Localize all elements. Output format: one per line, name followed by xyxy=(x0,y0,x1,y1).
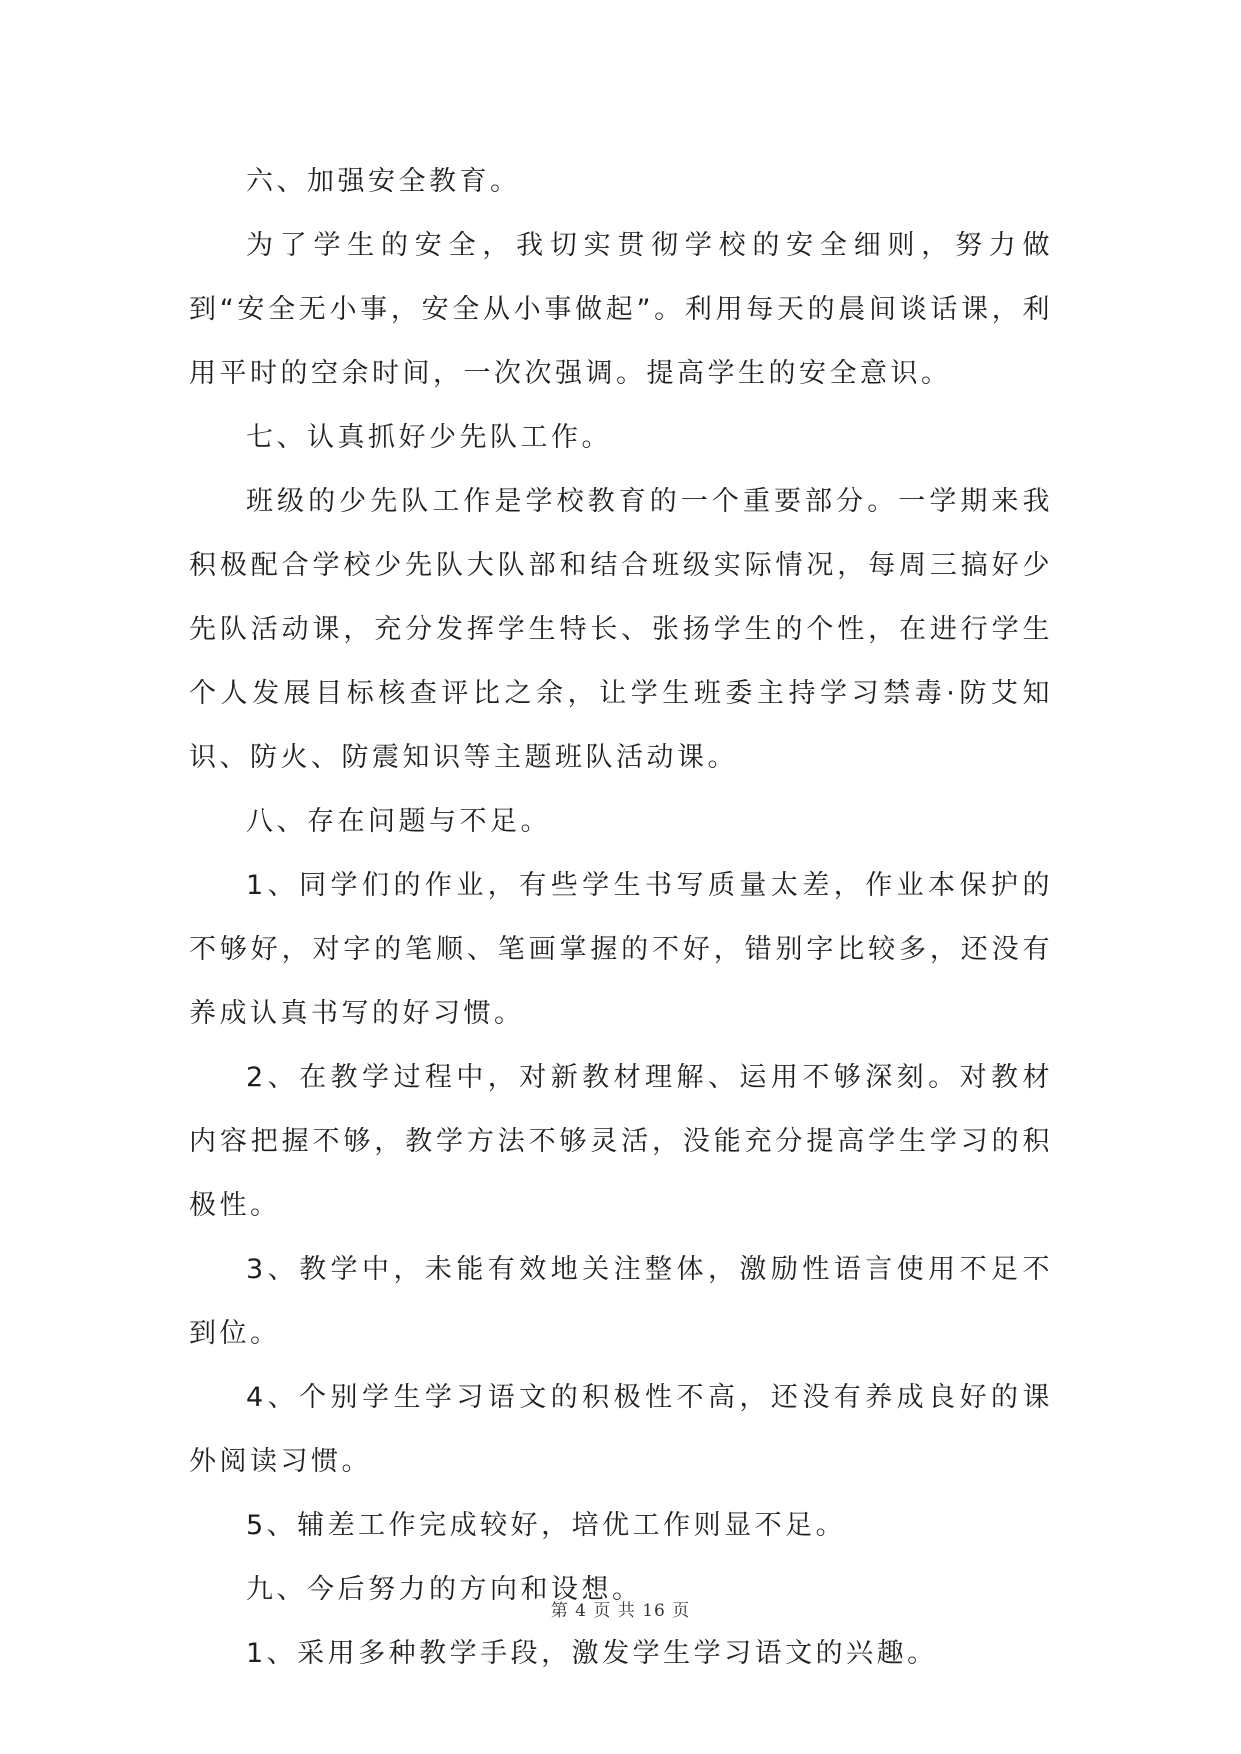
paragraph-young-pioneers: 班级的少先队工作是学校教育的一个重要部分。一学期来我积极配合学校少先队大队部和结合班级实际情况，每周三搞好少先队活动课，充分发挥学生特长、张扬学生的个性，在进行学生个人发展目标核查评比之余，让学生班委主持学习禁毒·防艾知识、防火、防震知识等主题班队活动课。 xyxy=(189,486,1053,773)
problem-item-5: 5、辅差工作完成较好，培优工作则显不足。 xyxy=(246,1510,847,1541)
footer-total-pages: 16 xyxy=(642,1601,666,1621)
footer-current-page: 4 xyxy=(575,1601,587,1621)
heading-problems: 八、存在问题与不足。 xyxy=(246,806,551,837)
paragraph-safety-details: 为了学生的安全，我切实贯彻学校的安全细则，努力做到“安全无小事，安全从小事做起”。利用每天的晨间谈话课，利用平时的空余时间，一次次强调。提高学生的安全意识。 xyxy=(189,230,1053,389)
heading-safety-education: 六、加强安全教育。 xyxy=(246,166,521,197)
document-body xyxy=(189,150,1053,1686)
footer-prefix: 第 xyxy=(550,1601,569,1621)
problem-item-3: 3、教学中，未能有效地关注整体，激励性语言使用不足不到位。 xyxy=(189,1254,1053,1349)
problem-item-2: 2、在教学过程中，对新教材理解、运用不够深刻。对教材内容把握不够，教学方法不够灵活，没能充分提高学生学习的积极性。 xyxy=(189,1062,1053,1221)
problem-item-1: 1、同学们的作业，有些学生书写质量太差，作业本保护的不够好，对字的笔顺、笔画掌握的不好，错别字比较多，还没有养成认真书写的好习惯。 xyxy=(189,870,1053,1029)
problem-item-4: 4、个别学生学习语文的积极性不高，还没有养成良好的课外阅读习惯。 xyxy=(189,1382,1053,1477)
heading-young-pioneers: 七、认真抓好少先队工作。 xyxy=(246,422,612,453)
heading-future-direction: 九、今后努力的方向和设想。 xyxy=(246,1574,643,1605)
footer-suffix: 页 xyxy=(672,1601,691,1621)
direction-item-1: 1、采用多种教学手段，激发学生学习语文的兴趣。 xyxy=(246,1638,938,1669)
footer-middle: 页 共 xyxy=(593,1601,636,1621)
page-footer xyxy=(0,1596,1241,1621)
